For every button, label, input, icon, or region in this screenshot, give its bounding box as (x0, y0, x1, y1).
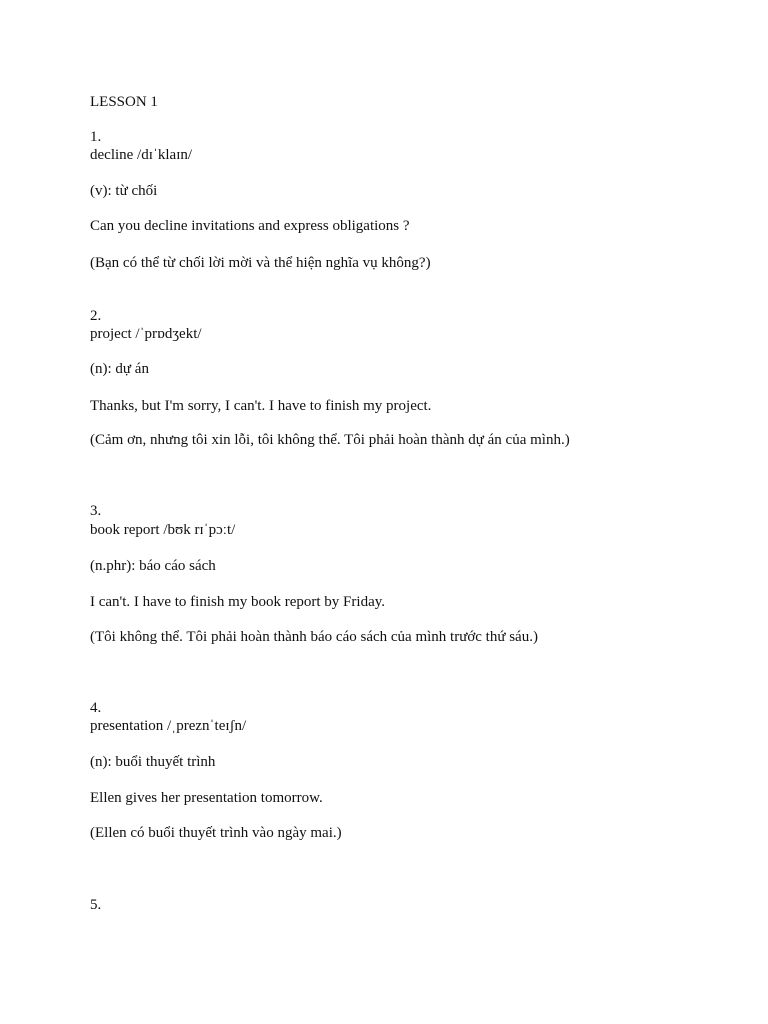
entry-3-pos-meaning: (n.phr): báo cáo sách (90, 558, 216, 574)
entry-5-number: 5. (90, 897, 102, 913)
entry-1-headword: decline /dɪˈklaɪn/ (90, 147, 193, 163)
entry-4-headword: presentation /ˌpreznˈteɪʃn/ (90, 718, 247, 734)
entry-3-headword: book report /bʊk rɪˈpɔːt/ (90, 522, 236, 538)
entry-4-pos-meaning: (n): buổi thuyết trình (90, 754, 216, 770)
entry-2-example: Thanks, but I'm sorry, I can't. I have to finish my project. (90, 398, 432, 414)
entry-4-example: Ellen gives her presentation tomorrow. (90, 790, 323, 806)
entry-4-translation: (Ellen có buổi thuyết trình vào ngày mai.) (90, 825, 342, 841)
entry-2-translation: (Cảm ơn, nhưng tôi xin lỗi, tôi không thể. Tôi phải hoàn thành dự án của mình.) (90, 432, 570, 448)
entry-1-number: 1. (90, 129, 102, 145)
entry-3-number: 3. (90, 503, 102, 519)
entry-3-example: I can't. I have to finish my book report by Friday. (90, 594, 385, 610)
entry-2-headword: project /ˈprɒdʒekt/ (90, 326, 202, 342)
entry-4-number: 4. (90, 700, 102, 716)
entry-3-translation: (Tôi không thể. Tôi phải hoàn thành báo cáo sách của mình trước thứ sáu.) (90, 629, 538, 645)
entry-2-pos-meaning: (n): dự án (90, 361, 149, 377)
lesson-title: LESSON 1 (90, 94, 158, 110)
entry-1-translation: (Bạn có thể từ chối lời mời và thể hiện nghĩa vụ không?) (90, 255, 431, 271)
entry-1-pos-meaning: (v): từ chối (90, 183, 158, 199)
entry-2-number: 2. (90, 308, 102, 324)
entry-1-example: Can you decline invitations and express obligations ? (90, 218, 410, 234)
